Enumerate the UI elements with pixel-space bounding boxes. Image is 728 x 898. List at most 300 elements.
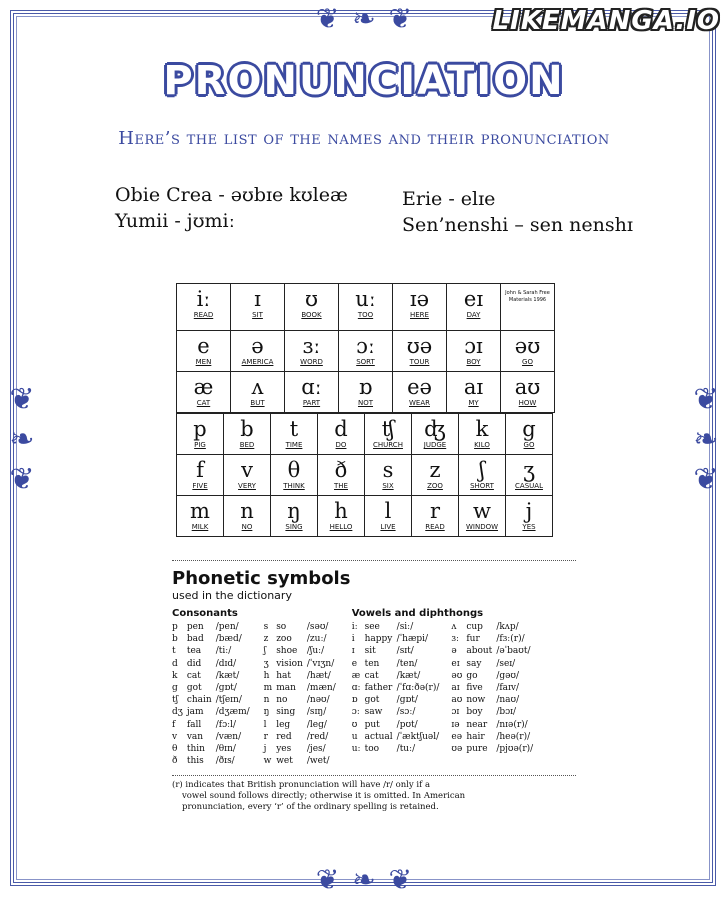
symbol: ɔː [351,707,360,718]
vowels-table [451,621,537,755]
transcription: /θɪn/ [215,744,236,755]
symbol-row [172,645,254,657]
example-word: vision [276,658,303,669]
page-title: PRONUNCIATION [163,58,565,104]
symbol: u [351,731,358,742]
ipa-example-word: READ [193,311,214,319]
symbol: eɪ [451,658,460,669]
ipa-symbol: ɪə [409,287,430,311]
symbol-row [451,658,537,670]
symbol-row [352,731,444,743]
ipa-example-word: PIG [194,441,206,449]
symbol: ʃ [263,646,267,657]
ipa-example-word: DAY [466,311,481,319]
ipa-example-word: THE [334,482,348,490]
ipa-cell [506,414,553,455]
symbol-row [451,719,537,731]
ipa-consonant-table [176,413,553,537]
ipa-cell [412,496,459,537]
example-word: fur [466,634,480,645]
example-word: van [186,731,204,742]
example-word: saw [364,707,383,718]
ipa-cell [501,331,555,372]
ipa-cell [285,372,339,413]
ipa-cell [177,414,224,455]
ipa-example-word: BOY [466,358,481,366]
ipa-symbol: r [429,499,441,523]
ipa-symbol: f [196,458,204,482]
transcription: /ˈvɪʒn/ [306,658,335,669]
symbol-columns [172,608,576,767]
example-word: got [364,695,380,706]
ipa-example-word: SHORT [470,482,494,490]
symbol-row [352,621,444,633]
ipa-cell [365,496,412,537]
flourish-ornament-icon: ❦ ❧ ❦ [9,382,35,497]
symbol-row [172,682,254,694]
ipa-example-word: KILO [474,441,490,449]
transcription: /pen/ [215,622,239,632]
symbol-row [352,670,444,682]
transcription: /tʃeɪn/ [215,695,242,706]
symbol-row [264,658,340,670]
example-word: yes [276,744,292,755]
example-word: ten [364,658,380,669]
example-word: hair [466,731,485,742]
symbol: ɒ [351,695,358,706]
ipa-cell [412,414,459,455]
symbol-row [264,682,340,694]
symbol-row [264,755,340,767]
transcription: /leg/ [306,719,327,730]
vowels-section [352,608,537,767]
ipa-symbol: ɑː [301,375,322,399]
transcription: /red/ [306,731,329,742]
transcription: /dʒæm/ [215,707,250,718]
example-word: actual [364,731,393,742]
example-word: chain [186,695,212,706]
example-word: pure [466,744,488,755]
ipa-cell [459,496,506,537]
transcription: /fɜː(r)/ [496,634,525,645]
ipa-symbol: j [525,499,533,523]
symbol: v [172,731,178,742]
symbol: ɪə [451,719,460,730]
ipa-cell [224,414,271,455]
symbol: e [351,658,358,669]
symbol-row [172,719,254,731]
symbol-row [172,743,254,755]
transcription: /siː/ [396,622,414,632]
symbol-row [264,694,340,706]
consonants-table [172,621,254,767]
ipa-symbol: ʊ [304,287,319,311]
example-word: pen [186,622,204,632]
ipa-symbol: ʃ [479,458,485,482]
symbol: z [263,634,269,645]
symbol: n [263,695,270,706]
ipa-cell [177,284,231,331]
symbol: əʊ [451,670,463,681]
ipa-example-word: HERE [410,311,429,319]
example-word: go [466,670,478,681]
pronunciation-note [172,775,576,813]
example-word: zoo [276,634,292,645]
ipa-example-word: HELLO [329,523,353,531]
transcription: /pjʊə(r)/ [496,744,534,755]
ipa-example-word: THINK [283,482,305,490]
symbol-row [451,670,537,682]
example-word: wet [276,756,293,767]
example-word: say [466,658,482,669]
example-word: shoe [276,646,298,657]
symbol: tʃ [172,695,179,706]
ipa-symbol: ð [334,458,348,482]
ipa-symbol: ʌ [251,375,264,399]
ipa-cell [318,414,365,455]
ipa-symbol: aʊ [514,375,541,399]
transcription: /pʊt/ [396,719,418,730]
ipa-symbol: t [289,417,299,441]
ipa-cell [271,455,318,496]
example-word: bad [186,634,204,645]
vowels-table [352,621,444,755]
transcription: /səʊ/ [306,622,329,632]
symbol-row [451,694,537,706]
ipa-symbol: z [429,458,441,482]
transcription: /bæd/ [215,634,242,645]
transcription: /əˈbaʊt/ [496,646,531,657]
symbol-row [451,621,537,633]
transcription: /hæt/ [306,670,331,681]
ipa-example-word: GO [522,358,533,366]
ipa-cell [285,284,339,331]
consonants-heading: Consonants [172,608,238,619]
ipa-example-word: CHURCH [373,441,403,449]
transcription: /gɒt/ [215,683,237,694]
symbol-row [172,621,254,633]
transcription: /tuː/ [396,744,416,755]
symbol-row [352,706,444,718]
symbol-row [352,694,444,706]
example-word: tea [186,646,202,657]
ipa-example-word: MEN [195,358,212,366]
ipa-cell [459,455,506,496]
ipa-cell [365,455,412,496]
transcription: /ten/ [396,658,418,669]
flourish-ornament-icon: ❦ ❧ ❦ [315,2,415,35]
ipa-symbol: eə [407,375,432,399]
ipa-example-word: TIME [285,441,303,449]
ipa-cell [224,455,271,496]
flourish-ornament-icon: ❦ ❧ ❦ [315,863,415,896]
example-word: no [276,695,288,706]
ipa-cell [318,455,365,496]
flourish-ornament-icon: ❦ ❧ ❦ [693,382,719,497]
example-word: cat [186,670,201,681]
transcription: /gəʊ/ [496,670,520,681]
symbol: ʌ [451,622,457,632]
consonants-section [172,608,340,767]
example-word: boy [466,707,483,718]
symbol-row [172,731,254,743]
ipa-symbol: aɪ [463,375,484,399]
panel-subheading: used in the dictionary [172,589,292,602]
transcription: /kæt/ [396,670,421,681]
example-word: got [186,683,202,694]
symbol: ŋ [263,707,270,718]
ipa-cell [224,496,271,537]
transcription: /sɔː/ [396,707,416,718]
example-word: put [364,719,380,730]
transcription: /nɪə(r)/ [496,719,528,730]
symbol: k [172,670,178,681]
symbol: æ [351,670,361,681]
symbol-row [451,743,537,755]
ipa-symbol: b [240,417,254,441]
symbol-row [264,670,340,682]
ipa-cell [271,414,318,455]
symbol: m [263,683,273,694]
example-word: red [276,731,292,742]
symbol-row [172,658,254,670]
ipa-example-word: YES [522,523,536,531]
symbol-row [264,719,340,731]
ipa-example-word: CASUAL [515,482,543,490]
ipa-example-word: WEAR [409,399,430,407]
name-entry: Sen’nenshi – sen nenshɪ [402,214,633,236]
transcription: /fɔːl/ [215,719,237,730]
symbol: uː [351,744,361,755]
ipa-symbol: p [193,417,207,441]
symbol: ʒ [263,658,269,669]
symbol-row [352,658,444,670]
example-word: near [466,719,488,730]
ipa-cell [231,284,285,331]
symbol: l [263,719,267,730]
transcription: /ˈhæpi/ [396,634,429,645]
name-entry: Erie - elɪe [402,188,496,210]
note-line: vowel sound follows directly; otherwise it is omitted. In American [182,791,466,802]
transcription: /dɪd/ [215,658,237,669]
symbol: ɜː [451,634,460,645]
ipa-symbol: ɜː [302,334,321,358]
symbol-row [172,694,254,706]
ipa-symbol: ə [251,334,264,358]
symbol-row [451,645,537,657]
symbol: g [172,683,178,694]
ipa-symbol: uː [355,287,376,311]
ipa-cell [459,414,506,455]
transcription: /faɪv/ [496,683,520,694]
transcription: /seɪ/ [496,658,516,669]
ipa-symbol: ʒ [523,458,535,482]
ipa-example-word: SING [285,523,303,531]
ipa-cell [447,284,501,331]
symbol: w [263,756,272,767]
ipa-cell [506,496,553,537]
ipa-symbol: w [473,499,491,523]
ipa-symbol: ɔː [356,334,375,358]
ipa-example-word: GO [523,441,535,449]
transcription: /tiː/ [215,646,232,657]
ipa-cell [177,372,231,413]
ipa-cell [318,496,365,537]
symbol: h [263,670,270,681]
page-subtitle: Here’s the list of the names and their pronunciation [118,128,610,149]
example-word: this [186,756,204,767]
example-word: so [276,622,287,632]
ipa-cell [339,284,393,331]
ipa-cell [365,414,412,455]
ipa-symbol: ɔɪ [464,334,483,358]
ipa-cell [393,284,447,331]
transcription: /naʊ/ [496,695,520,706]
symbol-row [264,645,340,657]
transcription: /zuː/ [306,634,327,645]
vowels-heading: Vowels and diphthongs [351,608,484,619]
transcription: /ʃuː/ [306,646,325,657]
ipa-example-word: DO [335,441,347,449]
ipa-example-word: MILK [191,523,209,531]
ipa-cell [339,331,393,372]
symbol-row [172,755,254,767]
ipa-symbol: e [197,334,210,358]
ipa-symbol: k [475,417,489,441]
transcription: /væn/ [215,731,242,742]
transcription: /ˈfɑːðə(r)/ [396,683,440,694]
transcription: /bɔɪ/ [496,707,517,718]
ipa-cell [177,455,224,496]
ipa-symbol: θ [287,458,301,482]
symbol: ʊə [451,744,463,755]
ipa-symbol: eɪ [463,287,484,311]
transcription: /ˈæktʃuəl/ [396,731,440,742]
ipa-symbol: m [190,499,210,523]
symbol: j [263,744,267,755]
consonants-table [264,621,340,767]
symbol-row [264,706,340,718]
ipa-example-word: SIX [382,482,394,490]
ipa-example-word: NOT [357,399,374,407]
ipa-example-word: AMERICA [241,358,274,366]
ipa-example-word: SIT [252,311,263,319]
ipa-cell [177,496,224,537]
symbol-row [352,645,444,657]
transcription: /jes/ [306,744,326,755]
ipa-example-word: ZOO [427,482,443,490]
ipa-symbol: s [382,458,394,482]
transcription: /kæt/ [215,670,240,681]
ipa-symbol: d [334,417,348,441]
symbol: r [263,731,268,742]
symbol-row [264,633,340,645]
ipa-symbol: ʧ [381,417,395,441]
ipa-example-word: BED [239,441,255,449]
example-word: man [276,683,296,694]
ipa-example-word: HOW [518,399,537,407]
symbol-row [264,743,340,755]
example-word: thin [186,744,205,755]
example-word: did [186,658,202,669]
symbol: iː [351,622,358,632]
ipa-symbol: l [384,499,392,523]
transcription: /ðɪs/ [215,756,235,767]
symbol-row [264,731,340,743]
ipa-symbol: əʊ [514,334,541,358]
names-list-right [402,186,633,238]
ipa-chart [176,283,555,531]
example-word: jam [186,707,204,718]
ipa-cell [393,372,447,413]
transcription: /sɪt/ [396,646,414,657]
ipa-symbol: ɪ [254,287,261,311]
ipa-row [177,331,555,372]
ipa-symbol: iː [196,287,211,311]
symbol: ə [451,646,457,657]
symbol-row [264,621,340,633]
ipa-cell [501,372,555,413]
example-word: cup [466,622,483,632]
ipa-example-word: READ [425,523,445,531]
name-entry: Obie Crea - əʊbɪe kʊleæ [115,184,348,206]
symbol: θ [172,744,178,755]
names-list-left [115,182,348,234]
example-word: see [364,622,380,632]
symbol: aʊ [451,695,463,706]
ipa-symbol: ŋ [287,499,301,523]
ipa-example-word: CAT [196,399,211,407]
ipa-example-word: BOOK [301,311,322,319]
ipa-cell [339,372,393,413]
ipa-cell [393,331,447,372]
transcription: /gɒt/ [396,695,418,706]
example-word: about [466,646,493,657]
ipa-cell [231,372,285,413]
transcription: /wet/ [306,756,330,767]
transcription: /heə(r)/ [496,731,531,742]
symbol: s [263,622,269,632]
ipa-symbol: g [522,417,536,441]
symbol: ð [172,756,178,767]
symbol-row [352,633,444,645]
ipa-example-word: SORT [356,358,375,366]
symbol-row [451,682,537,694]
example-word: cat [364,670,379,681]
example-word: father [364,683,393,694]
symbol: ʊ [351,719,358,730]
example-word: leg [276,719,291,730]
ipa-example-word: MY [468,399,479,407]
symbol: d [172,658,178,669]
ipa-symbol: ɒ [358,375,373,399]
ipa-example-word: LIVE [380,523,396,531]
ipa-row [177,284,555,331]
symbol: ɔɪ [451,707,460,718]
ipa-symbol: n [240,499,254,523]
ipa-example-word: TOUR [409,358,430,366]
symbol-row [172,670,254,682]
phonetic-symbols-panel [172,560,576,813]
watermark: LIKEMANGA.IO [492,6,720,36]
ipa-cell [447,331,501,372]
example-word: five [466,683,483,694]
ipa-cell [285,331,339,372]
name-entry: Yumii - jʊmiː [115,210,235,232]
ipa-symbol: h [334,499,348,523]
symbol: p [172,622,178,632]
symbol: f [172,719,176,730]
